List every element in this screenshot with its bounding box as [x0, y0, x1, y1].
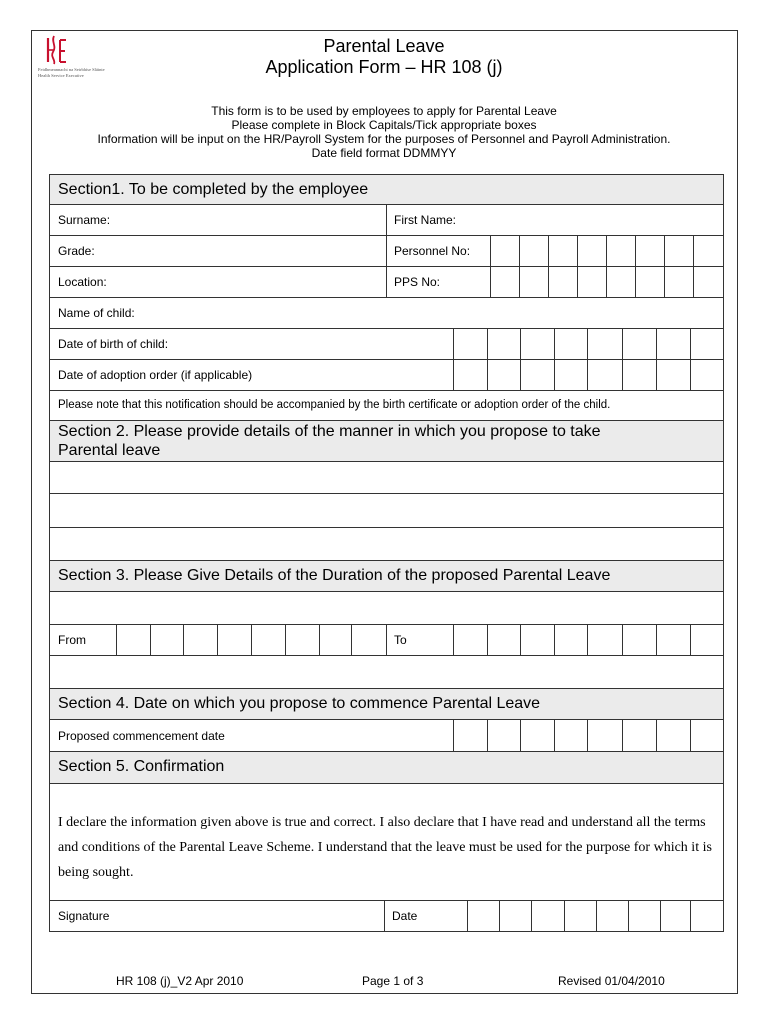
pps-no-box[interactable] — [577, 267, 606, 297]
signature-date-box[interactable] — [628, 901, 660, 931]
footer-revised-date: Revised 01/04/2010 — [558, 974, 665, 988]
date-box[interactable] — [487, 360, 520, 390]
date-box[interactable] — [453, 329, 487, 359]
date-box[interactable] — [587, 329, 622, 359]
from-date-box[interactable] — [285, 625, 319, 655]
child-dob-row — [49, 329, 724, 360]
declaration-text: I declare the information given above is true and correct. I also declare that I have read and understand all the terms and conditions of the Parental Leave Scheme. I understand that the leave must be used for the purpose for which it is being sought. — [58, 815, 712, 880]
from-date-box[interactable] — [319, 625, 351, 655]
surname-label: Surname: — [58, 213, 111, 227]
form-title: Parental Leave — [323, 36, 445, 56]
personnel-no-box[interactable] — [664, 236, 693, 266]
date-box[interactable] — [554, 720, 587, 751]
to-date-box[interactable] — [656, 625, 690, 655]
pps-no-box[interactable] — [548, 267, 577, 297]
section3-header — [49, 561, 724, 592]
personnel-no-box[interactable] — [490, 236, 519, 266]
to-date-box[interactable] — [587, 625, 622, 655]
signature-date-box[interactable] — [467, 901, 499, 931]
personnel-no-box[interactable] — [606, 236, 635, 266]
grade-label: Grade: — [58, 244, 95, 258]
first-name-label: First Name: — [394, 213, 457, 227]
instruction-line: Please complete in Block Capitals/Tick appropriate boxes — [231, 118, 537, 132]
to-date-box[interactable] — [554, 625, 587, 655]
pps-no-box[interactable] — [664, 267, 693, 297]
adoption-date-label: Date of adoption order (if applicable) — [58, 368, 253, 382]
from-date-box[interactable] — [251, 625, 285, 655]
date-box[interactable] — [622, 360, 656, 390]
date-box[interactable] — [520, 329, 554, 359]
from-date-box[interactable] — [116, 625, 150, 655]
section2-entry-row[interactable] — [49, 462, 724, 494]
commencement-row — [49, 720, 724, 752]
section2-entry-row[interactable] — [49, 494, 724, 528]
signature-date-box[interactable] — [564, 901, 596, 931]
duration-row — [49, 625, 724, 656]
date-box[interactable] — [554, 360, 587, 390]
signature-date-box[interactable] — [690, 901, 723, 931]
date-box[interactable] — [656, 720, 690, 751]
from-date-box[interactable] — [217, 625, 251, 655]
instructions — [0, 104, 768, 160]
pps-no-box[interactable] — [693, 267, 723, 297]
date-box[interactable] — [587, 360, 622, 390]
to-date-box[interactable] — [520, 625, 554, 655]
section5-header — [49, 752, 724, 784]
to-date-box[interactable] — [487, 625, 520, 655]
grade-row — [49, 236, 724, 267]
to-date-box[interactable] — [690, 625, 723, 655]
to-label: To — [394, 633, 407, 647]
personnel-no-box[interactable] — [693, 236, 723, 266]
form-subtitle: Application Form – HR 108 (j) — [265, 57, 503, 77]
from-date-box[interactable] — [150, 625, 183, 655]
from-date-box[interactable] — [351, 625, 386, 655]
from-date-box[interactable] — [183, 625, 217, 655]
signature-date-box[interactable] — [596, 901, 628, 931]
from-label: From — [58, 633, 86, 647]
pps-no-label: PPS No: — [394, 275, 441, 289]
child-dob-label: Date of birth of child: — [58, 337, 169, 351]
date-box[interactable] — [453, 360, 487, 390]
child-name-label: Name of child: — [58, 306, 135, 320]
declaration-row — [49, 784, 724, 901]
date-box[interactable] — [554, 329, 587, 359]
section4-header — [49, 689, 724, 720]
date-box[interactable] — [520, 720, 554, 751]
to-date-box[interactable] — [453, 625, 487, 655]
date-box[interactable] — [690, 720, 723, 751]
date-box[interactable] — [487, 329, 520, 359]
date-box[interactable] — [453, 720, 487, 751]
pps-no-box[interactable] — [519, 267, 548, 297]
section3-title: Section 3. Please Give Details of the Duration of the proposed Parental Leave — [58, 567, 611, 584]
signature-date-box[interactable] — [499, 901, 531, 931]
pps-no-box[interactable] — [606, 267, 635, 297]
commencement-label: Proposed commencement date — [58, 729, 225, 743]
pps-no-box[interactable] — [490, 267, 519, 297]
logo-text: Feidhmeannacht na Seirbhíse Sláinte Health Service Executive — [38, 67, 105, 78]
section4-title: Section 4. Date on which you propose to commence Parental Leave — [58, 695, 541, 712]
child-name-row — [49, 298, 724, 329]
adoption-date-row — [49, 360, 724, 391]
personnel-no-label: Personnel No: — [394, 244, 471, 258]
signature-label: Signature — [58, 909, 110, 923]
signature-date-box[interactable] — [531, 901, 564, 931]
personnel-no-box[interactable] — [635, 236, 664, 266]
instruction-line: Information will be input on the HR/Payroll System for the purposes of Personnel and Payroll Administration. — [97, 132, 671, 146]
footer-form-code: HR 108 (j)_V2 Apr 2010 — [116, 974, 244, 988]
section1-header — [49, 174, 724, 205]
date-box[interactable] — [622, 720, 656, 751]
name-row — [49, 205, 724, 236]
date-box[interactable] — [656, 360, 690, 390]
note-text: Please note that this notification should be accompanied by the birth certificate or adoption order of the child. — [58, 399, 611, 411]
note-row — [49, 391, 724, 421]
section1-title: Section1. To be completed by the employee — [58, 181, 369, 198]
date-box[interactable] — [520, 360, 554, 390]
personnel-no-box[interactable] — [577, 236, 606, 266]
section2-title-line1: Section 2. Please provide details of the manner in which you propose to take — [58, 423, 601, 440]
date-box[interactable] — [587, 720, 622, 751]
date-box[interactable] — [690, 329, 723, 359]
to-date-box[interactable] — [622, 625, 656, 655]
date-label: Date — [392, 909, 418, 923]
personnel-no-box[interactable] — [519, 236, 548, 266]
date-box[interactable] — [656, 329, 690, 359]
pps-no-box[interactable] — [635, 267, 664, 297]
date-box[interactable] — [622, 329, 656, 359]
personnel-no-box[interactable] — [548, 236, 577, 266]
instruction-line: Date field format DDMMYY — [311, 146, 457, 160]
section5-title: Section 5. Confirmation — [58, 758, 225, 775]
section2-header — [49, 421, 724, 462]
instruction-line: This form is to be used by employees to apply for Parental Leave — [211, 104, 557, 118]
date-box[interactable] — [487, 720, 520, 751]
signature-row — [49, 901, 724, 932]
section3-entry-row[interactable] — [49, 592, 724, 625]
footer-page-number: Page 1 of 3 — [362, 974, 424, 988]
application-form — [49, 174, 724, 932]
section3-entry-row[interactable] — [49, 656, 724, 689]
date-box[interactable] — [690, 360, 723, 390]
section2-entry-row[interactable] — [49, 528, 724, 561]
location-label: Location: — [58, 275, 107, 289]
signature-date-box[interactable] — [660, 901, 690, 931]
location-row — [49, 267, 724, 298]
section2-title-line2: Parental leave — [58, 442, 161, 459]
